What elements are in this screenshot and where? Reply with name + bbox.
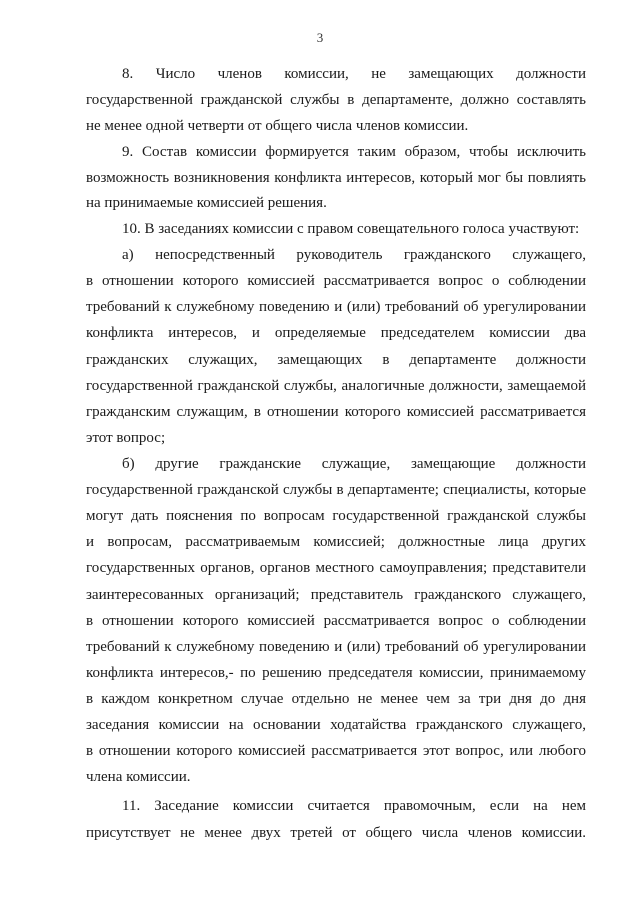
text-line: государственных органов, органов местного самоуправления; представители <box>86 560 586 576</box>
text-line: государственной гражданской службы в департаменте, должно составлять <box>86 92 586 108</box>
text-line: 10. В заседаниях комиссии с правом совещательного голоса участвуют: <box>122 221 580 237</box>
text-line: в отношении которого комиссией рассматривается вопрос о соблюдении <box>86 613 586 629</box>
text-line: в отношении которого комиссией рассматривается этот вопрос, или любого <box>86 743 586 759</box>
page-number: 3 <box>316 30 324 45</box>
text-line: этот вопрос; <box>86 430 166 446</box>
text-line: 8. Число членов комиссии, не замещающих должности <box>122 66 586 82</box>
text-line: государственной гражданской службы, аналогичные должности, замещаемой <box>86 378 586 394</box>
text-line: гражданским служащим, в отношении которого комиссией рассматривается <box>86 404 586 420</box>
text-line: присутствует не менее двух третей от общего числа членов комиссии. <box>86 825 586 841</box>
text-line: могут дать пояснения по вопросам государственной гражданской службы <box>86 508 586 524</box>
text-line: гражданских служащих, замещающих в департаменте должности <box>86 352 586 368</box>
text-line: требований к служебному поведению и (или) требований об урегулировании <box>86 639 586 655</box>
text-line: б) другие гражданские служащие, замещающие должности <box>122 456 586 472</box>
text-line: конфликта интересов, и определяемые председателем комиссии два <box>86 325 586 341</box>
text-line: заседания комиссии на основании ходатайства гражданского служащего, <box>86 717 586 733</box>
text-line: государственной гражданской службы в департаменте; специалисты, которые <box>86 482 586 498</box>
text-line: конфликта интересов,- по решению председателя комиссии, принимаемому <box>86 665 586 681</box>
text-line: на принимаемые комиссией решения. <box>86 195 327 211</box>
text-line: заинтересованных организаций; представитель гражданского служащего, <box>86 587 586 603</box>
text-line: не менее одной четверти от общего числа членов комиссии. <box>86 118 469 134</box>
text-line: в отношении которого комиссией рассматривается вопрос о соблюдении <box>86 273 586 289</box>
text-line: в каждом конкретном случае отдельно не менее чем за три дня до дня <box>86 691 586 707</box>
text-line: возможность возникновения конфликта интересов, который мог бы повлиять <box>86 170 586 186</box>
text-line: 9. Состав комиссии формируется таким образом, чтобы исключить <box>122 144 586 160</box>
text-line: а) непосредственный руководитель гражданского служащего, <box>122 247 586 263</box>
text-line: и вопросам, рассматриваемым комиссией; должностные лица других <box>86 534 586 550</box>
text-line: требований к служебному поведению и (или) требований об урегулировании <box>86 299 586 315</box>
text-line: члена комиссии. <box>86 769 191 785</box>
text-line: 11. Заседание комиссии считается правомочным, если на нем <box>122 798 586 814</box>
